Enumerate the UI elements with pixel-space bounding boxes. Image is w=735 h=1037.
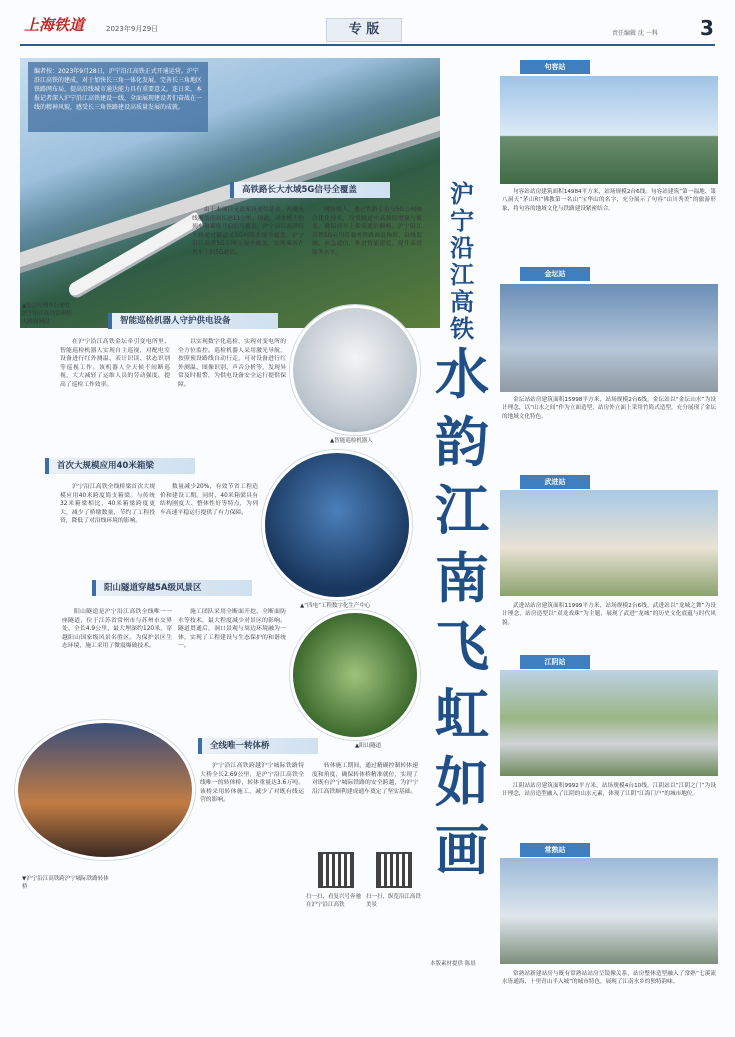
station-tag-jurong: 句容站 [520,60,590,74]
heading-robot: 智能巡检机器人守护供电设备 [108,313,278,329]
newspaper-logo: 上海铁道 [24,16,85,34]
station-tag-jintan: 金坛站 [520,267,590,281]
digital-center-photo [262,450,412,600]
text-5g-a: 由于本项目无法架设通信基站，两侧无线覆盖范围长达11公里。因此，对水域上的列车和乘客开启信号覆盖。沪宁沿江高铁特大桥通过隧道式5G网络实现全覆盖，沪宁沿江高铁5G专网实现全覆盖，实现乘客在列车上的5G通信。 [192,207,304,256]
station-text-wujin: 武进站站房建筑面积11999平方米，站场规模2台6线。武进站以“龙城之舞”为设计理念，站房造型以“双龙戏珠”为主题，展现了武进“龙城”的历史文化底蕴与时代风貌。 [502,603,716,626]
text-robot-a: 在沪宁沿江高铁金坛牵引变电所里，智能巡检机器人实现自主巡视，对配电室设备进行红外测温、表计识读、状态识别等巡视工作。该机器人全天候不间断巡视，大大减轻了运维人员的劳动强度，提高了巡检工作效率。 [60,339,170,388]
issue-date: 2023年9月29日 [106,25,159,33]
station-photo-jintan [500,284,718,392]
station-text-jintan: 金坛站站房建筑面积15998平方米，站场规模2台6线。金坛站以“金坛山水”为设计理念，以“山水之间”作为立面造型，站房外立面上采用竹简式造型，充分展现了金坛的地域文化特色。 [502,397,716,420]
header-rule [20,44,715,46]
hero-caption: ▲复兴号列车行驶在沪宁沿江高铁常州特大桥润洲段 [22,303,72,325]
heading-tunnel: 阳山隧道穿越5A级风景区 [92,580,252,596]
main-title-vertical: 水韵江南飞虹如画 [435,342,489,882]
swivel-bridge-photo [15,720,195,860]
station-text-changshu: 常熟站新建站房与既有常熟站站房呈镜像关系，站房整体造型融入了常熟“七溪流水皆通海，十里青山半入城”的城市特色，展现了江南水乡的独特韵味。 [502,971,716,986]
text-girder-a: 沪宁沿江高铁全线桥梁首次大规模应用40米跨度简支箱梁。与传统32米箱梁相比，40米箱梁跨度更大，减少了桥墩数量，节约了工程投资，降低了对沿线环境的影响。 [60,484,155,525]
subtitle-vertical: 沪宁沿江高铁 [450,179,474,343]
qr-code-right[interactable] [376,852,412,888]
qr-right-caption: 扫一扫，纵览沿江高铁美景 [366,894,422,908]
station-photo-changshu [500,858,718,964]
robot-photo [290,305,420,435]
station-photo-jurong [500,76,718,184]
station-tag-jiangyin: 江阴站 [520,655,590,669]
heading-5g: 高铁路长大水域5G信号全覆盖 [230,182,390,198]
section-label: 专 版 [326,18,402,42]
tunnel-photo [290,610,420,740]
text-tunnel-b: 施工团队采用全断面开挖、全断面防水等技术，最大程度减少对景区的影响。隧道贯通后，洞口景观与周边环境融为一体，实现了工程建设与生态保护的和谐统一。 [178,609,286,650]
station-tag-changshu: 常熟站 [520,843,590,857]
page-number: 3 [700,16,714,40]
text-5g-b: 网络接入，通过铁路专用与5G公网融合优化技术，设置隧道中高频段增强与覆盖，确保列车上乘客通信顺畅。沪宁沿江高铁5G应用将服务铁路调度指挥、沿线监测、应急通信，推进智能建造，提升高铁服务水平。 [312,207,422,256]
qr-left-caption: 扫一扫，看复兴号奔驰在沪宁沿江高铁 [306,894,362,908]
text-tunnel-a: 阳山隧道是沪宁沿江高铁全线唯一一座隧道，位于江苏省常州市与苏州市交界处，全长4.9公里，最大埋深约120米，穿越阳山国家级风景名胜区。为保护景区生态环境，施工采用了微震爆破技术。 [62,609,172,650]
robot-caption: ▲智能巡检机器人 [330,438,373,444]
text-bridge-b: 转体施工期间，通过精确控制转体速度和角度，确保转体桥精准就位，实现了对既有沪宁城际铁路的安全跨越，为沪宁沿江高铁顺利建成通车奠定了坚实基础。 [312,763,418,795]
station-photo-jiangyin [500,670,718,776]
station-text-jiangyin: 江阴站站房建筑面积9992平方米，站场规模4台10线。江阴站以“江阴之门”为设计理念，站房造型融入了江阴的山水元素，体现了江阴“江海门户”的城市地位。 [502,783,716,798]
text-bridge-a: 沪宁沿江高铁跨越沪宁城际铁路特大桥全长2.69公里，是沪宁沿江高铁全线唯一的转体桥，转体重量达3.6万吨。该桥采用转体施工，减少了对既有线运营的影响。 [200,763,304,804]
bridge-caption: ▼沪宁沿江高铁跨沪宁城际铁路转体桥 [22,876,109,890]
digital-center-caption: ▲“四电”工程数字化生产中心 [300,603,371,609]
station-text-jurong: 句容站站房建筑面积14984平方米，站场规模2台6线。句容站建筑“第一福地、第八洞天”茅山和“佛教第一名山”宝华山的名字，充分展示了句容“山川秀美”的旅游形象，将句容的地域文化与铁路建设紧密结合。 [502,189,716,212]
text-girder-b: 数量减少20%，有效节省工程造价和建设工期。同时，40米箱梁具有结构刚度大、整体性好等特点，为列车高速平稳运行提供了有力保障。 [160,484,258,516]
editor-credit: 责任编辑 沈 一科 [612,30,658,37]
heading-swivel-bridge: 全线唯一转体桥 [198,738,318,754]
tunnel-caption: ▲阳山隧道 [355,743,382,749]
station-photo-wujin [500,490,718,596]
qr-code-left[interactable] [318,852,354,888]
editor-note: 编者按：2023年9月28日，沪宁沿江高铁正式开通运营。沪宁沿江高铁的建成，对于加快长三角一体化发展，完善长三角地区铁路网布局，提高沿线城市通达能力具有重要意义。连日来，本报记者深入沪宁沿江高铁建设一线，全面展现建设者们奋战在一线的精神风貌，感受长三角铁路建设高质量发展的成就。 [28,62,208,132]
materials-credit: 本版素材提供 陈晨 [430,961,476,967]
heading-girder: 首次大规模应用40米箱梁 [45,458,195,474]
station-tag-wujin: 武进站 [520,475,590,489]
page-header [0,0,735,46]
text-robot-b: 以实现数字化巡检，实现对变电所的全方位监控。巡检机器人采用激光导航，按照预设路线自动行走，可对设备进行红外测温、图像识别、声音分析等，发现异常及时报警，为供电设备安全运行提供保障。 [178,339,286,388]
